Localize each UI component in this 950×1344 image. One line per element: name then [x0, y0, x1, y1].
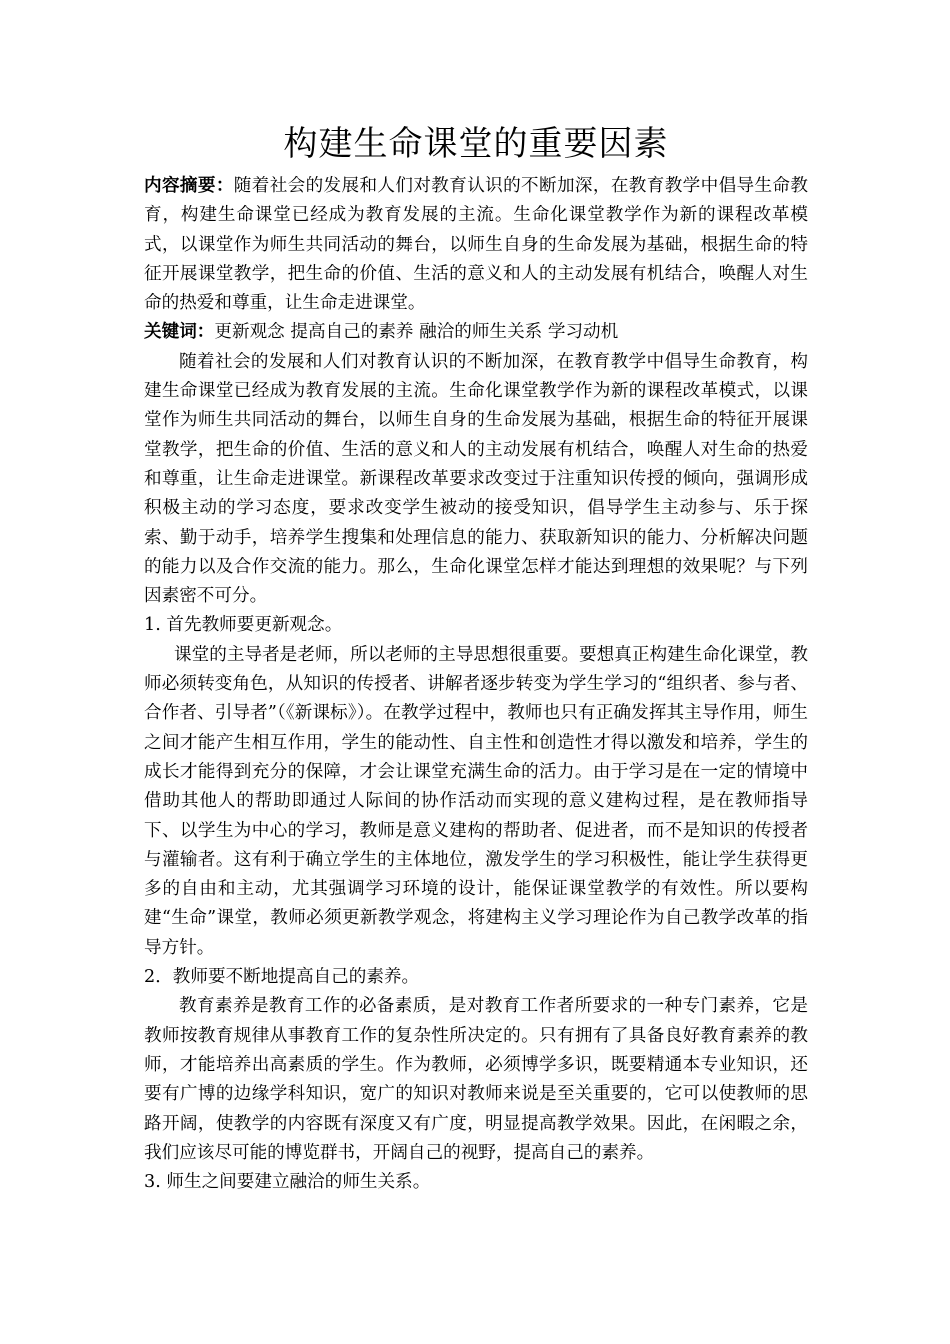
keywords-label: 关键词：: [144, 322, 215, 343]
keywords-text: 更新观念 提高自己的素养 融洽的师生关系 学习动机: [214, 322, 619, 343]
keywords: [144, 318, 808, 347]
abstract-text: 随着社会的发展和人们对教育认识的不断加深，在教育教学中倡导生命教育，构建生命课堂已经成为教育发展的主流。生命化课堂教学作为新的课程改革模式，以课堂作为师生共同活动的舞台，以师生自身的生命发展为基础，根据生命的特征开展课堂教学，把生命的价值、生活的意义和人的主动发展有机结合，唤醒人对生命的热爱和尊重，让生命走进课堂。: [144, 176, 808, 314]
intro-paragraph: 随着社会的发展和人们对教育认识的不断加深，在教育教学中倡导生命教育，构建生命课堂已经成为教育发展的主流。生命化课堂教学作为新的课程改革模式，以课堂作为师生共同活动的舞台，以师生自身的生命发展为基础，根据生命的特征开展课堂教学，把生命的价值、生活的意义和人的主动发展有机结合，唤醒人对生命的热爱和尊重，让生命走进课堂。新课程改革要求改变过于注重知识传授的倾向，强调形成积极主动的学习态度，要求改变学生被动的接受知识，倡导学生主动参与、乐于探索、勤于动手，培养学生搜集和处理信息的能力、获取新知识的能力、分析解决问题的能力以及合作交流的能力。那么，生命化课堂怎样才能达到理想的效果呢？与下列因素密不可分。: [144, 351, 808, 607]
section1-heading: 1. 首先教师要更新观念。: [144, 615, 343, 636]
abstract-label: 内容摘要：: [144, 176, 234, 196]
section2-paragraph: 教育素养是教育工作的必备素质，是对教育工作者所要求的一种专门素养，它是教师按教育规律从事教育工作的复杂性所决定的。只有拥有了具备良好教育素养的教师，才能培养出高素质的学生。作为教师，必须博学多识，既要精通本专业知识，还要有广博的边缘学科知识，宽广的知识对教师来说是至关重要的，它可以使教师的思路开阔，使教学的内容既有深度又有广度，明显提高教学效果。因此，在闲暇之余，我们应该尽可能的博览群书，开阔自己的视野，提高自己的素养。: [144, 996, 808, 1163]
section1-paragraph: 课堂的主导者是老师，所以老师的主导思想很重要。要想真正构建生命化课堂，教师必须转变角色，从知识的传授者、讲解者逐步转变为学生学习的“组织者、参与者、合作者、引导者”（《新课标》）。在教学过程中，教师也只有正确发挥其主导作用，师生之间才能产生相互作用，学生的能动性、自主性和创造性才得以激发和培养，学生的成长才能得到充分的保障，才会让课堂充满生命的活力。由于学习是在一定的情境中借助其他人的帮助即通过人际间的协作活动而实现的意义建构过程，是在教师指导下、以学生为中心的学习，教师是意义建构的帮助者、促进者，而不是知识的传授者与灌输者。这有利于确立学生的主体地位，激发学生的学习积极性，能让学生获得更多的自由和主动，尤其强调学习环境的设计，能保证课堂教学的有效性。所以要构建“生命”课堂，教师必须更新教学观念，将建构主义学习理论作为自己教学改革的指导方针。: [144, 644, 808, 958]
document-page: [144, 118, 808, 1197]
section2-heading: 2．教师要不断地提高自己的素养。: [144, 967, 420, 988]
abstract: [144, 172, 808, 318]
section3-heading: 3. 师生之间要建立融洽的师生关系。: [144, 1172, 431, 1193]
document-title: 构建生命课堂的重要因素: [283, 124, 669, 164]
